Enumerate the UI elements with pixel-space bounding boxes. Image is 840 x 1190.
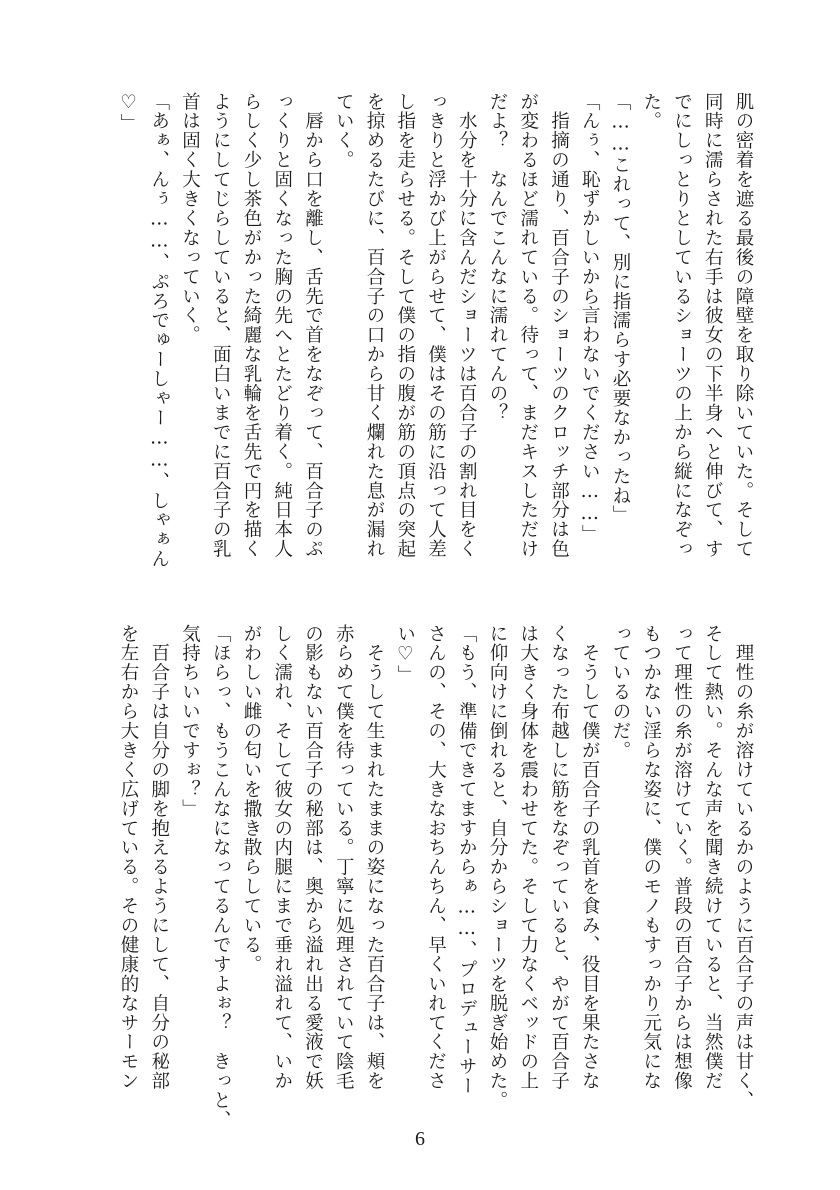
text-column: 唇から口を離し、舌先で首をなぞって、百合子のぷ xyxy=(302,92,324,559)
text-column: 百合子は自分の脚を抱えるようにして、自分の秘部 xyxy=(148,624,170,1091)
text-column: し指を走らせる。そして僕の指の腹が筋の頂点の突起 xyxy=(394,92,416,559)
text-column: 「あぁ、んぅ……、ぷろでゅーしゃー……、しゃぁん xyxy=(148,92,170,569)
text-column: でにしっとりとしているショーツの上から縦になぞっ xyxy=(671,92,693,559)
text-column: 水分を十分に含んだショーツは百合子の割れ目をく xyxy=(456,92,478,559)
text-column: さんの、その、大きなおちんちん、早くいれてくださ xyxy=(425,624,447,1091)
text-column: そうして生まれたままの姿になった百合子は、頬を xyxy=(364,624,385,1091)
text-column: って理性の糸が溶けていく。普段の百合子からは想像 xyxy=(671,624,693,1091)
text-column: を掠めるたびに、百合子の口から甘く爛れた息が漏れ xyxy=(364,92,385,559)
text-column: らしく少し茶色がかった綺麗な乳輪を舌先で円を描く xyxy=(241,92,262,559)
text-column: っくりと固くなった胸の先へとたどり着く。純日本人 xyxy=(271,92,293,559)
top-text-block xyxy=(112,92,758,592)
text-column: 肌の密着を遮る最後の障壁を取り除いていた。そして xyxy=(733,92,754,559)
text-column: 「んぅ、恥ずかしいから言わないでください……」 xyxy=(579,92,601,545)
text-column: 理性の糸が溶けているかのように百合子の声は甘く、 xyxy=(733,624,754,1111)
text-column: ていく。 xyxy=(333,92,355,170)
text-column: 同時に濡らされた右手は彼女の下半身へと伸びて、す xyxy=(702,92,724,559)
text-column: は大きく身体を震わせてた。そして力なくベッドの上 xyxy=(517,624,539,1091)
text-column: っているのだ。 xyxy=(610,624,631,761)
text-column: を左右から大きく広げている。その健康的なサーモン xyxy=(118,624,139,1091)
text-column: 赤らめて僕を待っている。丁寧に処理されていて陰毛 xyxy=(333,624,355,1091)
text-column: 「もう、準備できてますからぁ……、プロデューサー xyxy=(456,624,478,1096)
text-column: 「……これって、別に指濡らす必要なかったね」 xyxy=(610,92,631,525)
text-column: がわしい雌の匂いを撒き散らしている。 xyxy=(241,624,262,975)
text-column: ようにしてじらしていると、面白いまでに百合子の乳 xyxy=(210,92,232,559)
text-column: の影もない百合子の秘部は、奥から溢れ出る愛液で妖 xyxy=(302,624,324,1091)
text-column: もつかない淫らな姿に、僕のモノもすっかり元気にな xyxy=(640,624,662,1091)
text-column: そして熱い。そんな声を聞き続けていると、当然僕だ xyxy=(702,624,724,1091)
bottom-text-block xyxy=(112,624,758,1130)
text-column: 首は固く大きくなっていく。 xyxy=(179,92,201,345)
text-column: に仰向けに倒れると、自分からショーツを脱ぎ始めた。 xyxy=(487,624,508,1111)
text-column: っきりと浮かび上がらせて、僕はその筋に沿って人差 xyxy=(425,92,447,559)
text-column: が変わるほど濡れている。待って、まだキスしただけ xyxy=(517,92,539,559)
text-column: しく濡れ、そして彼女の内腿にまで垂れ溢れて、いか xyxy=(271,624,293,1091)
text-column: くなった布越しに筋をなぞっていると、やがて百合子 xyxy=(548,624,570,1091)
text-column: 指摘の通り、百合子のショーツのクロッチ部分は色 xyxy=(548,92,570,559)
text-column: い♡」 xyxy=(394,624,416,685)
text-column: だよ？ なんでこんなに濡れてんの？ xyxy=(487,92,508,423)
text-column: ♡」 xyxy=(118,92,139,134)
text-column: た。 xyxy=(640,92,662,131)
text-column: 「ほらっ、もうこんなになってるんですよぉ？ きっと、 xyxy=(210,624,232,1130)
page-number: 6 xyxy=(415,1128,425,1150)
text-column: 気持ちいいですぉ？」 xyxy=(179,624,201,819)
text-column: そうして僕が百合子の乳首を食み、役目を果たさな xyxy=(579,624,601,1091)
